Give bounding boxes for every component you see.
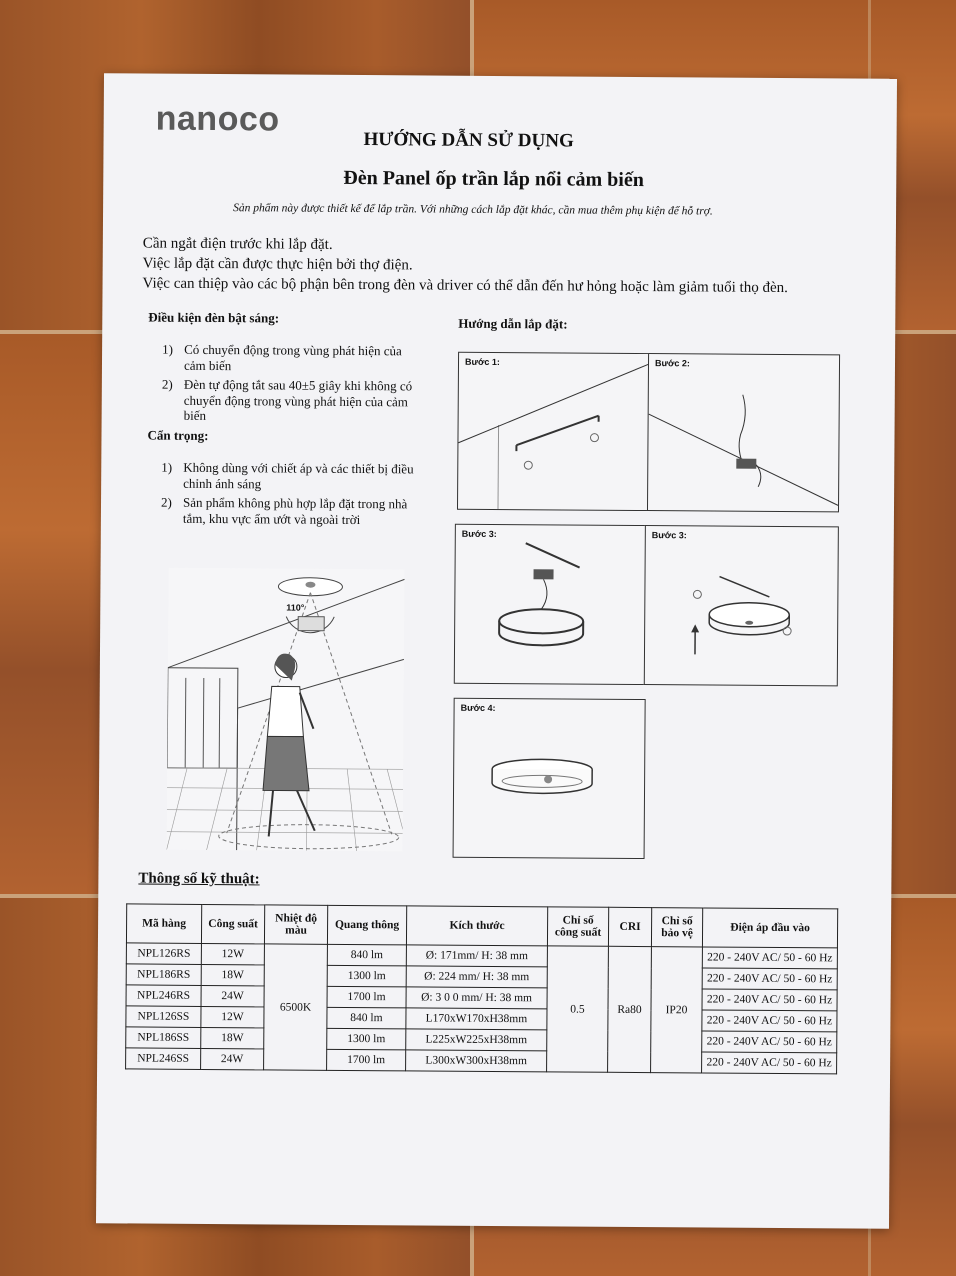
instruction-sheet (96, 73, 897, 1229)
list-item: 2) Sản phẩm không phù hợp lắp đặt trong nhà tắm, khu vực ẩm ướt và ngoài trời (160, 494, 408, 527)
step-label: Bước 1: (464, 356, 500, 368)
cell-code: NPL186RS (126, 964, 201, 986)
cautions-list (161, 460, 423, 532)
cell-size: L225xW225xH38mm (406, 1029, 547, 1051)
cell-power: 12W (201, 943, 264, 964)
cell-voltage: 220 - 240V AC/ 50 - 60 Hz (702, 947, 837, 969)
col-header: Quang thông (327, 905, 406, 945)
warning-line: Việc can thiệp vào các bộ phận bên trong đèn và driver có thể dẫn đến hư hỏng hoặc làm giảm tuổi thọ đèn. (142, 275, 788, 297)
cell-code: NPL246SS (126, 1048, 201, 1070)
cell-size: Ø: 3 0 0 mm/ H: 38 mm (406, 987, 547, 1009)
product-note: Sản phẩm này được thiết kế để lắp trần. Với những cách lắp đặt khác, cần mua thêm phụ kiện để hỗ trợ. (233, 202, 713, 218)
install-step-3a (454, 524, 647, 685)
detection-angle: 110° (286, 602, 305, 613)
cell-lumen: 1300 lm (327, 965, 406, 987)
conditions-list (162, 342, 425, 429)
warning-line: Cần ngắt điện trước khi lắp đặt. (142, 235, 333, 253)
cautions-heading: Cẩn trọng: (147, 427, 209, 443)
safety-warnings (142, 234, 788, 299)
cell-lumen: 1700 lm (327, 1049, 406, 1071)
brand-logo: nanoco (155, 99, 280, 139)
specs-heading: Thông số kỹ thuật: (138, 870, 260, 888)
col-header: CRI (608, 907, 651, 946)
col-header: Chỉ số bảo vệ (651, 908, 702, 947)
step-label: Bước 4: (460, 702, 496, 713)
cell-size: Ø: 171mm/ H: 38 mm (406, 945, 547, 967)
document-title: HƯỚNG DẪN SỬ DỤNG (363, 129, 574, 152)
col-header: Kích thước (406, 906, 547, 946)
sensor-detection-illustration (167, 568, 405, 852)
install-step-1 (457, 352, 650, 511)
cell-size: L300xW300xH38mm (406, 1050, 547, 1072)
cell-voltage: 220 - 240V AC/ 50 - 60 Hz (702, 1010, 837, 1032)
cell-pf: 0.5 (547, 946, 609, 1072)
cell-power: 18W (201, 964, 264, 985)
cell-voltage: 220 - 240V AC/ 50 - 60 Hz (702, 1031, 837, 1053)
col-header: Nhiệt độ màu (264, 905, 327, 944)
step-label: Bước 3: (651, 530, 687, 541)
table-row (126, 1048, 837, 1074)
cell-voltage: 220 - 240V AC/ 50 - 60 Hz (702, 989, 837, 1011)
cell-lumen: 840 lm (327, 944, 406, 966)
cell-lumen: 1700 lm (327, 986, 406, 1008)
step-label: Bước 2: (654, 358, 690, 369)
cell-voltage: 220 - 240V AC/ 50 - 60 Hz (702, 1052, 837, 1074)
table-header-row (126, 904, 837, 948)
col-header: Điện áp đầu vào (702, 908, 837, 948)
conditions-heading: Điều kiện đèn bật sáng: (148, 309, 280, 326)
cell-voltage: 220 - 240V AC/ 50 - 60 Hz (702, 968, 837, 990)
cell-cri: Ra80 (608, 946, 652, 1072)
cell-power: 24W (201, 1048, 264, 1069)
col-header: Chỉ số công suất (547, 907, 608, 946)
warning-line: Việc lắp đặt cần được thực hiện bởi thợ điện. (142, 255, 413, 274)
list-item: 1) Không dùng với chiết áp và các thiết bị điều chỉnh ánh sáng (161, 459, 414, 491)
install-step-2 (647, 353, 840, 512)
product-subtitle: Đèn Panel ốp trần lắp nổi cảm biến (343, 166, 644, 192)
install-heading: Hướng dẫn lắp đặt: (458, 315, 568, 332)
cell-size: Ø: 224 mm/ H: 38 mm (406, 966, 547, 988)
cell-code: NPL126RS (126, 943, 201, 965)
cell-lumen: 1300 lm (327, 1028, 406, 1050)
cell-lumen: 840 lm (327, 1007, 406, 1029)
col-header: Công suất (201, 904, 264, 943)
specs-table (125, 903, 838, 1074)
cell-cct: 6500K (264, 944, 328, 1070)
cell-power: 12W (201, 1006, 264, 1027)
cell-code: NPL186SS (126, 1027, 201, 1049)
cell-code: NPL246RS (126, 985, 201, 1007)
cell-power: 24W (201, 985, 264, 1006)
cell-size: L170xW170xH38mm (406, 1008, 547, 1030)
install-step-4 (453, 698, 646, 859)
cell-power: 18W (201, 1027, 264, 1048)
cell-code: NPL126SS (126, 1006, 201, 1028)
cell-ip: IP20 (651, 947, 703, 1073)
list-item: 1) Có chuyển động trong vùng phát hiện của cảm biến (162, 341, 402, 373)
install-step-3b (644, 525, 839, 686)
list-item: 2) Đèn tự động tắt sau 40±5 giây khi không có chuyển động trong vùng phát hiện của cảm biến (161, 376, 413, 423)
step-label: Bước 3: (461, 528, 497, 539)
col-header: Mã hàng (126, 904, 201, 944)
